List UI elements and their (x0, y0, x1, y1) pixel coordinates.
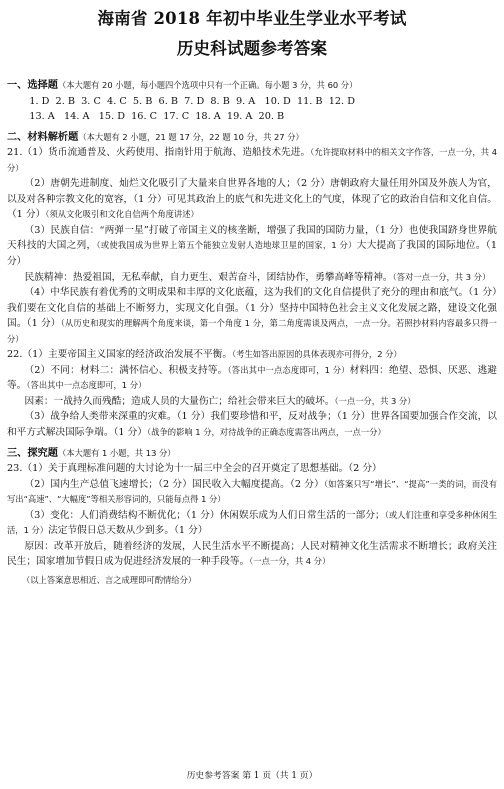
q22-2-note-b: （答出其中一点态度即可，1 分） (26, 380, 147, 391)
q23-3-answer-b: 法定节假日总天数从少到多。（1 分） (48, 525, 208, 537)
q22-2-factors-answer: 因素：一战持久而残酷；造成人员的大量伤亡；给社会带来巨大的破坏。 (24, 395, 335, 407)
q21-4-note: （从历史和现实的理解两个角度来谈，第一个角度 1 分，第二角度需谈及两点，一点一分。若照抄材料内容最多只得一分） (7, 318, 497, 344)
q21-3-spirit-note: （答对一点一分，共 3 分） (392, 271, 491, 282)
q21-part4 (7, 285, 497, 347)
exam-title: 海南省 2018 年初中毕业生学业水平考试 (97, 9, 407, 28)
q22-2-factors-note: （一点一分，共 3 分） (334, 395, 416, 406)
q23-part3 (7, 508, 497, 539)
q23-3-reasons-answer: 原因：改革开放后，随着经济的发展，人民生活水平不断提高；人民对精神文化生活需求不断增长；政府关注民生；国家增加节假日成为促进经济发展的一种手段等。 (7, 540, 497, 568)
section3-heading: 三、探究题 (7, 446, 58, 459)
q23-3-reasons-note: （一点一分，共 4 分） (249, 556, 331, 567)
q23-2-note: （如答案只写“增长”、“提高”一类的词，而没有写出“高速”、“大幅度”等相关形容词的，只能每点得 1 分） (7, 478, 497, 505)
section1-note: （本大题有 20 小题，每小题四个选项中只有一个正确。每小题 3 分，共 60 分） (57, 80, 358, 90)
section2-header (7, 130, 497, 146)
section1-header (7, 78, 497, 94)
q21-part3 (7, 223, 497, 270)
section3-note: （本大题有 1 小题，共 13 分） (57, 447, 176, 458)
q22-1-answer: 22.（1）主要帝国主义国家的经济政治发展不平衡。 (7, 349, 233, 361)
q21-3-answer-b: 大大提高了我国的国际地位。（1 分） (7, 240, 497, 268)
q21-part1 (7, 145, 497, 176)
q22-part1 (7, 347, 497, 363)
q22-2-answer-b: 材料四：绝望、恐惧、厌恶、逃避等。 (7, 364, 497, 392)
q23-3-note-a: （或人们注重和享受多种休闲生活，1 分） (7, 509, 497, 536)
section2-heading: 二、材料解析题 (7, 130, 79, 143)
q22-part3 (7, 409, 497, 440)
q21-1-note: （允许提取材料中的相关文字作答，一点一分，共 4 分） (7, 147, 497, 173)
q21-1-answer: 21.（1）货币流通普及、火药使用、指南针用于航海、造船技术先进。 (7, 147, 311, 159)
mc-answers-row-2: 13. A 14. A 15. D 16. C 17. C 18. A 19. A 20. B (29, 111, 285, 123)
section3-header (7, 446, 497, 462)
q23-part2 (7, 477, 497, 508)
q21-2-note: （须从文化吸引和文化自信两个角度讲述） (45, 209, 199, 220)
q22-2-note-a: （答出其中一点态度即可，1 分） (227, 364, 350, 375)
section2-note: （本大题有 2 小题，21 题 17 分，22 题 10 分，共 27 分） (78, 131, 304, 142)
q21-3-note-a: （或使我国成为世界上第五个能独立发射人造地球卫星的国家，1 分） (96, 240, 357, 251)
q22-part2-factors (7, 394, 497, 410)
q22-3-note: （战争的影响 1 分，对待战争的正确态度需答出两点，一点一分） (147, 427, 386, 438)
q21-4-answer: （4）中华民族有着优秀的文明成果和丰厚的文化底蕴，这为我们的文化自信提供了充分的理由和底气。（1 分）我们要在文化自信的基础上不断努力，实现文化自强。（1 分）坚持中国特色社会主义文化发展之路，建设文化强国。（1 分） (7, 287, 497, 330)
grading-closing-note: （以上答案意思相近、言之成理即可酌情给分） (21, 574, 197, 585)
q23-part3-reasons (7, 539, 497, 570)
answer-content (7, 78, 497, 589)
q22-1-note: （考生如答出原因的具体表现亦可得分，2 分） (232, 349, 402, 360)
q21-3-answer-a: （3）民族自信：“两弹一星”打破了帝国主义的核垄断，增强了我国的国防力量，（1 分）也使我国跻身世界航天科技的大国之列， (7, 224, 497, 252)
q23-3-answer-a: （3）变化：人们消费结构不断优化；（1 分）休闲娱乐成为人们日常生活的一部分； (24, 509, 385, 521)
q21-2-answer: （2）唐朝先进制度、灿烂文化吸引了大量来自世界各地的人；（2 分）唐朝政府大量任用外国及外族人为官，以及对各种宗教文化的宽容，（1 分）可见其政治上的底气和先进文化上的气度，体现了它的政治自信和文化自信。（1 分） (7, 178, 497, 221)
q22-part2 (7, 363, 497, 394)
mc-answers-row-1: 1. D 2. B 3. C 4. C 5. B 6. B 7. D 8. B 9. A 10. D 11. B 12. D (29, 95, 355, 107)
q23-2-answer: （2）国内生产总值飞速增长；（2 分）国民收入大幅度提高。（2 分） (24, 478, 324, 490)
q23-part1: 23.（1）关于真理标准问题的大讨论为十一届三中全会的召开奠定了思想基础。（2 分） (7, 463, 382, 475)
q22-2-answer-a: （2）不同：材料二：满怀信心、积极支持等。 (24, 364, 228, 376)
q21-part3-spirit (7, 270, 497, 286)
q21-part2 (7, 176, 497, 223)
q22-3-answer: （3）战争给人类带来深重的灾难。（1 分）我们要珍惜和平，反对战争；（1 分）世界各国要加强合作交流，以和平方式解决国际争端。（1 分） (7, 411, 497, 439)
page-footer: 历史参考答案 第 1 页（共 1 页） (186, 771, 318, 781)
exam-subtitle: 历史科试题参考答案 (176, 39, 328, 58)
section1-heading: 一、选择题 (7, 79, 58, 91)
q21-3-spirit-answer: 民族精神：热爱祖国，无私奉献，自力更生、艰苦奋斗，团结协作，勇攀高峰等精神。 (24, 271, 393, 283)
